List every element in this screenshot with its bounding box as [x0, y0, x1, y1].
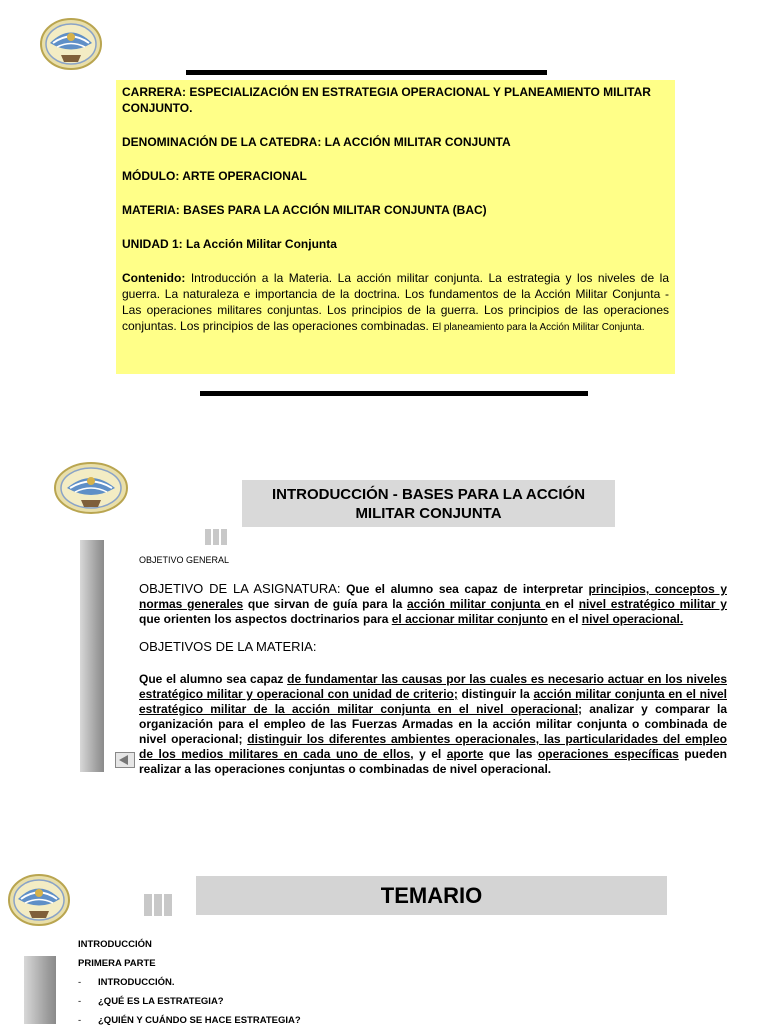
objectives-section	[139, 553, 727, 777]
module-line: MÓDULO: ARTE OPERACIONAL	[122, 169, 307, 183]
asignatura-objective	[139, 581, 727, 627]
underlined-run: acción militar conjunta en el nivel estratégico militar de la acción militar conjunta en el nivel operacional	[139, 687, 727, 716]
list-item-label: ¿QUÉ ES LA ESTRATEGIA?	[98, 996, 224, 1007]
underlined-run: operaciones específicas	[537, 747, 679, 761]
text-run: que las	[483, 747, 538, 761]
previous-arrow-icon[interactable]	[115, 752, 135, 768]
underlined-run: principios, conceptos y normas generales	[139, 582, 727, 611]
top-rule	[186, 70, 547, 75]
decorative-bars	[144, 894, 172, 916]
text-run: ; analizar y comparar la organización para el empleo de las Fuerzas Armadas en la acción militar conjunta o combinada de nivel operacional;	[139, 702, 727, 746]
list-item-label: PRIMERA PARTE	[78, 958, 156, 969]
content-small-text: El planeamiento para la Acción Militar Conjunta.	[432, 322, 645, 333]
text-run: distinguir la	[457, 687, 534, 701]
asignatura-label: OBJETIVO DE LA ASIGNATURA:	[139, 581, 341, 596]
general-objective-header: OBJETIVO GENERAL	[139, 555, 230, 565]
content-paragraph	[122, 270, 669, 336]
materia-objectives-paragraph	[139, 672, 727, 777]
decorative-sidebar	[24, 956, 56, 1024]
list-item	[78, 973, 301, 992]
institution-emblem	[38, 16, 104, 72]
text-run: en el	[547, 612, 582, 626]
list-item-label: INTRODUCCIÓN	[78, 939, 152, 950]
text-run: Que el alumno sea capaz de interpretar	[340, 582, 589, 596]
list-item	[78, 935, 301, 954]
course-info-box	[116, 80, 675, 374]
underlined-run: distinguir los diferentes ambientes operacionales, las particularidades del empleo de los medios militares en cada uno de ellos	[139, 732, 727, 761]
list-item-label: ¿QUIÉN Y CUÁNDO SE HACE ESTRATEGIA?	[98, 1015, 301, 1026]
underlined-run: aporte	[446, 747, 484, 761]
list-item	[78, 954, 301, 973]
temario-list	[78, 935, 301, 1030]
text-run: Que el alumno sea capaz	[139, 672, 288, 686]
subject-line: MATERIA: BASES PARA LA ACCIÓN MILITAR CONJUNTA (BAC)	[122, 203, 487, 217]
temario-title: TEMARIO	[196, 876, 667, 915]
content-label: Contenido:	[122, 271, 186, 285]
institution-emblem	[6, 872, 72, 928]
list-dash: -	[78, 996, 82, 1007]
decorative-bars	[205, 529, 227, 545]
institution-emblem	[52, 460, 130, 516]
underlined-run: acción militar conjunta	[407, 597, 546, 611]
unit-line: UNIDAD 1: La Acción Militar Conjunta	[122, 237, 337, 251]
decorative-sidebar	[80, 540, 104, 772]
list-dash: -	[78, 977, 82, 988]
text-run: que sirvan de guía para la	[243, 597, 407, 611]
text-run: pueden realizar a las operaciones conjuntas o combinadas de nivel operacional.	[139, 747, 727, 776]
list-dash: -	[78, 1015, 82, 1026]
text-run: en el	[545, 597, 579, 611]
text-run: que orienten los aspectos doctrinarios para	[139, 612, 392, 626]
text-run: , y el	[410, 747, 447, 761]
list-item-label: INTRODUCCIÓN.	[98, 977, 175, 988]
bottom-rule	[200, 391, 588, 396]
content-text: Introducción a la Materia. La acción militar conjunta. La estrategia y los niveles de la guerra. La naturaleza e importancia de la doctrina. Los fundamentos de la Acción Militar Conjunta - Las operaciones militares conjuntas. Los principios de la guerra. Los principios de las operaciones conjuntas. Los principios de las operaciones combinadas.	[122, 271, 669, 333]
underlined-run: nivel operacional.	[581, 612, 684, 626]
underlined-run: de fundamentar las causas por las cuales es necesario actuar en los niveles estratégico militar y operacional con unidad de criterio;	[139, 672, 727, 701]
career-line: CARRERA: ESPECIALIZACIÓN EN ESTRATEGIA OPERACIONAL Y PLANEAMIENTO MILITAR CONJUNTO.	[122, 85, 651, 115]
underlined-run: nivel estratégico militar y	[578, 597, 727, 611]
list-item	[78, 992, 301, 1011]
list-item	[78, 1011, 301, 1030]
catedra-line: DENOMINACIÓN DE LA CATEDRA: LA ACCIÓN MILITAR CONJUNTA	[122, 135, 511, 149]
underlined-run: el accionar militar conjunto	[391, 612, 548, 626]
slide2-title: INTRODUCCIÓN - BASES PARA LA ACCIÓN MILITAR CONJUNTA	[242, 480, 615, 527]
materia-objectives-heading: OBJETIVOS DE LA MATERIA:	[139, 639, 317, 654]
